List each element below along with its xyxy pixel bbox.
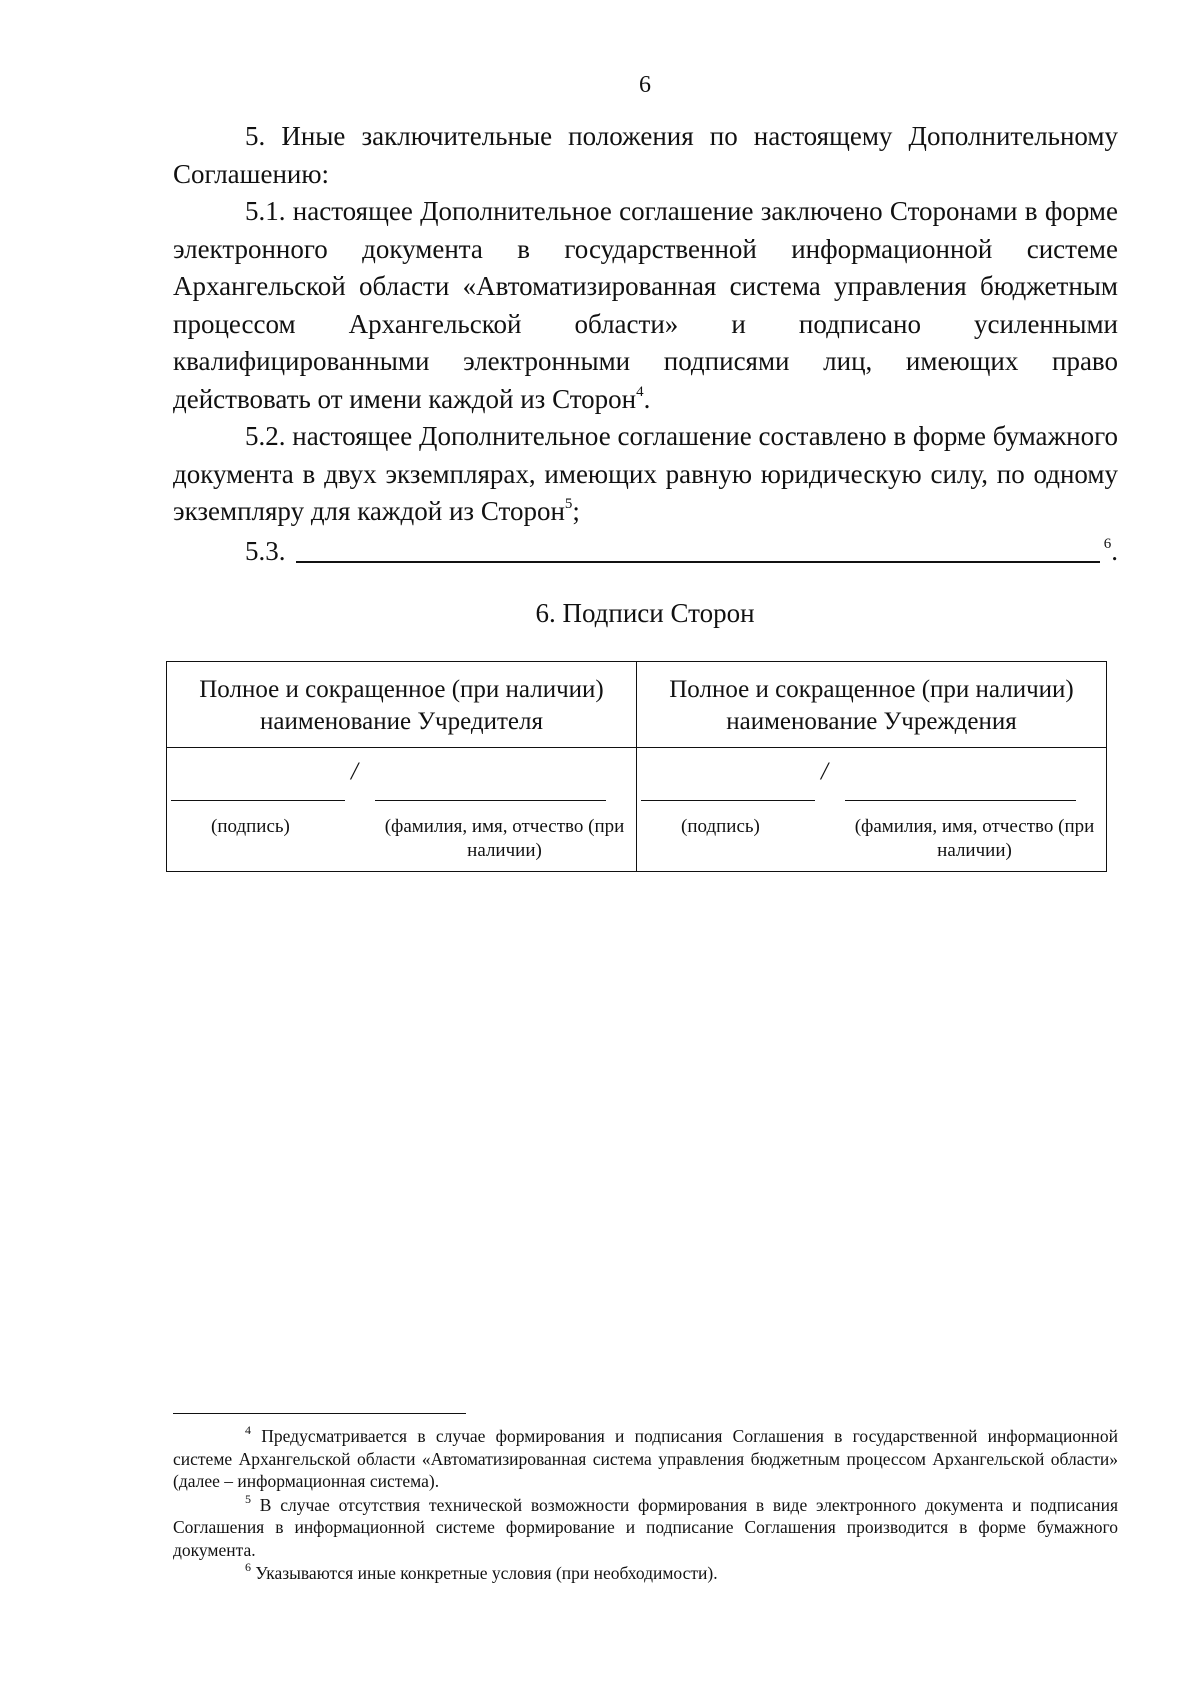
- footnote-4: [173, 1425, 1118, 1493]
- institution-signature-field[interactable]: [641, 800, 815, 801]
- paragraph-5-3: [173, 531, 1118, 571]
- paragraph-5-1-end: .: [643, 383, 651, 414]
- page-number: 6: [639, 72, 651, 98]
- institution-fullname-field[interactable]: [845, 800, 1076, 801]
- section-6-title: 6. Подписи Сторон: [535, 598, 755, 628]
- founder-signature-field[interactable]: [171, 800, 345, 801]
- paragraph-5-2-text: 5.2. настоящее Дополнительное соглашение составлено в форме бумажного документа в двух экземплярах, имеющих равную юридическую силу, по одному экземпляру для каждой из Сторон: [173, 421, 1118, 526]
- paragraph-5-3-tail: [1104, 533, 1118, 571]
- institution-signature-lines: [637, 748, 1107, 804]
- institution-fullname-caption: (фамилия, имя, отчество (при наличии): [854, 816, 1095, 861]
- footnote-6-text: Указываются иные конкретные условия (при необходимости).: [255, 1563, 718, 1583]
- footnote-ref-5[interactable]: 5: [564, 496, 573, 512]
- signature-header-row: [167, 662, 1107, 748]
- paragraph-5-1: [173, 193, 1118, 418]
- footnote-6-marker: 6: [245, 1560, 251, 1575]
- founder-captions: [167, 803, 637, 872]
- founder-fullname-caption: (фамилия, имя, отчество (при наличии): [384, 816, 625, 861]
- paragraph-5-text: 5. Иные заключительные положения по настоящему Дополнительному Соглашению:: [173, 121, 1118, 189]
- footnote-5-text: В случае отсутствия технической возможности формирования в виде электронного документа и подписания Соглашения в информационной системе формирование и подписание Соглашения производится в форме бумажного документа.: [173, 1494, 1119, 1560]
- institution-captions: [637, 803, 1107, 872]
- paragraph-5: [173, 118, 1118, 193]
- paragraph-5-2: [173, 418, 1118, 531]
- founder-name-header: Полное и сокращенное (при наличии) наименование Учредителя: [167, 662, 637, 748]
- footnote-4-text: Предусматривается в случае формирования и подписания Соглашения в государственной информационной системе Архангельской области «Автоматизированная система управления бюджетным процессом Архангельской области» (далее – информационная система).: [173, 1426, 1118, 1491]
- footnote-ref-6[interactable]: 6: [1103, 536, 1112, 552]
- footnote-divider: [173, 1413, 466, 1414]
- footnote-5: [173, 1491, 1119, 1562]
- founder-slash: /: [351, 758, 358, 785]
- agreement-body: [173, 118, 1118, 571]
- footnote-5-marker: 5: [245, 1491, 251, 1506]
- footnote-6: [173, 1562, 1118, 1585]
- institution-name-header: Полное и сокращенное (при наличии) наименование Учреждения: [637, 662, 1107, 748]
- footnotes: [173, 1425, 1118, 1586]
- paragraph-5-3-end: .: [1111, 536, 1118, 566]
- signature-line-row: [167, 748, 1107, 804]
- institution-slash: /: [821, 758, 828, 785]
- paragraph-5-2-end: ;: [572, 496, 580, 526]
- signature-caption-row: [167, 803, 1107, 872]
- paragraph-5-3-label: 5.3.: [245, 536, 286, 566]
- signature-table: [166, 661, 1107, 872]
- founder-signature-lines: [167, 748, 637, 804]
- paragraph-5-3-blank-line[interactable]: [296, 531, 1100, 563]
- founder-signature-caption: (подпись): [211, 816, 290, 837]
- footnote-4-marker: 4: [245, 1423, 251, 1438]
- paragraph-5-1-text: 5.1. настоящее Дополнительное соглашение заключено Сторонами в форме электронного документа в государственной информационной системе Архангельской области «Автоматизированная система управления бюджетным процессом Архангельской области» и подписано усиленными квалифицированными электронными подписями лиц, имеющих право действовать от имени каждой из Сторон: [173, 196, 1118, 414]
- founder-fullname-field[interactable]: [375, 800, 606, 801]
- institution-signature-caption: (подпись): [681, 816, 760, 837]
- footnote-ref-4[interactable]: 4: [636, 383, 644, 400]
